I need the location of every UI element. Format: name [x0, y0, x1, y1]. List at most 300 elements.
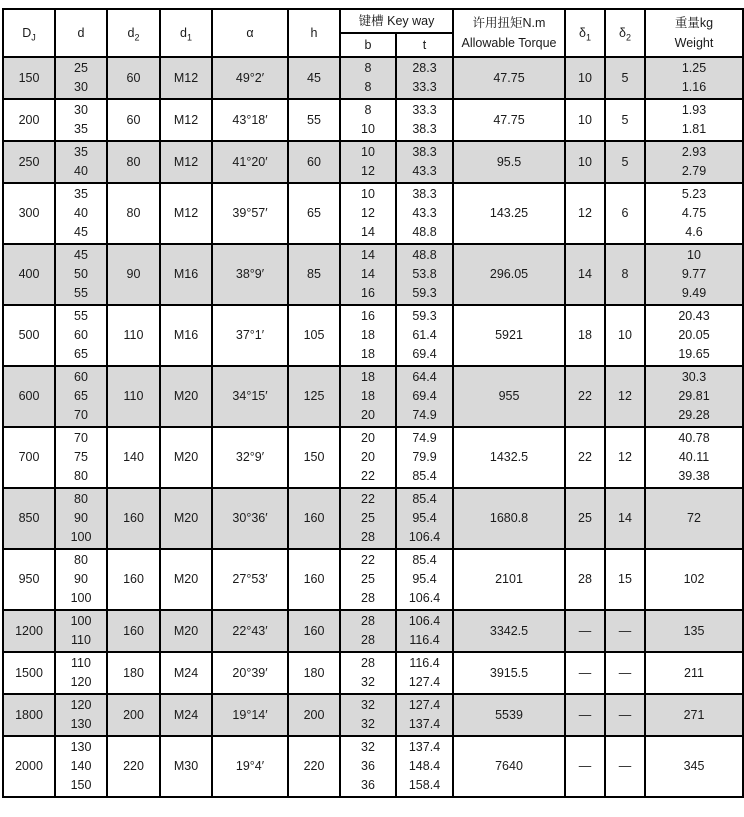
cell-line: 106.4 [408, 591, 441, 605]
cell-alpha: 30°36′ [212, 488, 288, 549]
cell-keyway-b [340, 488, 396, 549]
cell-h: 45 [288, 57, 340, 99]
cell-line: 29.28 [678, 408, 710, 422]
cell-line: 28.3 [412, 61, 437, 75]
cell-d1: M12 [160, 99, 212, 141]
cell-d [55, 305, 107, 366]
cell-line: 10 [687, 248, 701, 262]
col-header-weight-en: Weight [674, 36, 714, 50]
cell-torque: 143.25 [453, 183, 565, 244]
cell-line: 20.43 [678, 309, 710, 323]
cell-keyway-t [396, 305, 453, 366]
cell-keyway-b [340, 244, 396, 305]
cell-delta2: 5 [605, 57, 645, 99]
cell-line: 43.3 [412, 206, 437, 220]
cell-line: 48.8 [412, 225, 437, 239]
cell-line: 10 [361, 187, 375, 201]
col-header-keyway [340, 9, 453, 33]
cell-delta1: — [565, 736, 605, 797]
cell-weight [645, 99, 743, 141]
cell-delta2: 6 [605, 183, 645, 244]
cell-h: 85 [288, 244, 340, 305]
cell-weight [645, 488, 743, 549]
cell-delta2: 5 [605, 141, 645, 183]
cell-line: 29.81 [678, 389, 710, 403]
cell-h: 55 [288, 99, 340, 141]
cell-alpha: 49°2′ [212, 57, 288, 99]
cell-line: 35 [74, 122, 88, 136]
col-header-delta1-base: δ [579, 26, 586, 40]
cell-d1: M30 [160, 736, 212, 797]
cell-line: 271 [683, 707, 705, 722]
cell-alpha: 34°15′ [212, 366, 288, 427]
cell-line: 75 [74, 450, 88, 464]
cell-h: 160 [288, 488, 340, 549]
cell-d2: 80 [107, 141, 160, 183]
cell-torque: 95.5 [453, 141, 565, 183]
cell-line: 28 [361, 614, 375, 628]
cell-line: 38.3 [412, 122, 437, 136]
cell-line: 18 [361, 370, 375, 384]
cell-weight [645, 366, 743, 427]
col-header-delta2 [605, 9, 645, 57]
cell-line: 90 [74, 511, 88, 525]
cell-delta1: 28 [565, 549, 605, 610]
cell-dj: 1500 [3, 652, 55, 694]
cell-line: 28 [361, 656, 375, 670]
cell-line: 12 [361, 164, 375, 178]
cell-alpha: 27°53′ [212, 549, 288, 610]
cell-dj: 850 [3, 488, 55, 549]
cell-torque: 1432.5 [453, 427, 565, 488]
cell-torque: 955 [453, 366, 565, 427]
col-header-dj-sub: J [31, 32, 36, 43]
cell-line: 120 [70, 698, 92, 712]
table-row [3, 99, 743, 141]
cell-delta1: — [565, 694, 605, 736]
cell-keyway-b [340, 141, 396, 183]
col-header-keyway-zh: 键槽 [358, 14, 384, 28]
cell-line: 80 [74, 553, 88, 567]
cell-line: 28 [361, 633, 375, 647]
cell-line: 38.3 [412, 187, 437, 201]
cell-delta2: 12 [605, 427, 645, 488]
cell-line: 14 [361, 225, 375, 239]
cell-d1: M16 [160, 244, 212, 305]
cell-d [55, 366, 107, 427]
cell-d2: 160 [107, 610, 160, 652]
cell-line: 100 [70, 530, 92, 544]
cell-d2: 220 [107, 736, 160, 797]
cell-line: 80 [74, 492, 88, 506]
cell-line: 22 [361, 469, 375, 483]
cell-d2: 160 [107, 488, 160, 549]
cell-alpha: 37°1′ [212, 305, 288, 366]
cell-keyway-b [340, 736, 396, 797]
cell-d [55, 610, 107, 652]
cell-d [55, 141, 107, 183]
cell-h: 160 [288, 549, 340, 610]
cell-line: 100 [70, 591, 92, 605]
cell-h: 60 [288, 141, 340, 183]
cell-line: 16 [361, 286, 375, 300]
cell-alpha: 19°14′ [212, 694, 288, 736]
cell-torque: 47.75 [453, 99, 565, 141]
table-row [3, 736, 743, 797]
cell-keyway-t [396, 57, 453, 99]
cell-line: 20 [361, 431, 375, 445]
col-header-dj-base: D [22, 26, 32, 40]
table-row [3, 694, 743, 736]
cell-h: 150 [288, 427, 340, 488]
col-header-weight [645, 9, 743, 57]
table-row [3, 652, 743, 694]
cell-dj: 2000 [3, 736, 55, 797]
cell-line: 74.9 [412, 408, 437, 422]
cell-line: 20 [361, 408, 375, 422]
cell-line: 16 [361, 309, 375, 323]
cell-line: 25 [361, 511, 375, 525]
cell-dj: 400 [3, 244, 55, 305]
cell-alpha: 20°39′ [212, 652, 288, 694]
cell-dj: 950 [3, 549, 55, 610]
cell-weight [645, 652, 743, 694]
cell-line: 1.93 [681, 103, 707, 117]
cell-keyway-t [396, 366, 453, 427]
cell-delta1: — [565, 652, 605, 694]
cell-line: 61.4 [412, 328, 437, 342]
col-header-torque [453, 9, 565, 57]
cell-alpha: 19°4′ [212, 736, 288, 797]
cell-torque: 2101 [453, 549, 565, 610]
cell-keyway-b [340, 305, 396, 366]
cell-weight [645, 549, 743, 610]
table-row [3, 244, 743, 305]
cell-line: 127.4 [408, 675, 441, 689]
cell-line: 32 [361, 675, 375, 689]
cell-d2: 80 [107, 183, 160, 244]
table-row [3, 610, 743, 652]
cell-keyway-t [396, 610, 453, 652]
cell-d1: M12 [160, 183, 212, 244]
cell-d [55, 244, 107, 305]
col-header-weight-zh: 重量kg [674, 16, 714, 30]
cell-line: 1.81 [681, 122, 707, 136]
cell-line: 20.05 [678, 328, 710, 342]
cell-line: 59.3 [412, 286, 437, 300]
cell-d1: M20 [160, 488, 212, 549]
col-header-delta1 [565, 9, 605, 57]
col-header-delta2-sub: 2 [625, 32, 631, 43]
cell-d [55, 427, 107, 488]
cell-d2: 180 [107, 652, 160, 694]
cell-line: 18 [361, 389, 375, 403]
cell-keyway-b [340, 366, 396, 427]
col-header-dj [3, 9, 55, 57]
cell-d2: 160 [107, 549, 160, 610]
cell-dj: 300 [3, 183, 55, 244]
cell-line: 65 [74, 347, 88, 361]
cell-delta2: 5 [605, 99, 645, 141]
cell-torque: 7640 [453, 736, 565, 797]
cell-line: 85.4 [412, 553, 437, 567]
cell-delta2: 12 [605, 366, 645, 427]
cell-line: 25 [361, 572, 375, 586]
table-body [3, 57, 743, 797]
cell-line: 211 [684, 665, 704, 680]
cell-line: 95.4 [412, 572, 437, 586]
cell-line: 70 [74, 408, 88, 422]
cell-line: 22 [361, 492, 375, 506]
cell-d1: M20 [160, 427, 212, 488]
cell-d [55, 99, 107, 141]
cell-line: 33.3 [412, 103, 437, 117]
table-row [3, 141, 743, 183]
col-header-torque-zh: 许用扭矩N.m [472, 16, 546, 30]
cell-line: 30 [74, 103, 88, 117]
cell-keyway-t [396, 183, 453, 244]
cell-line: 55 [74, 286, 88, 300]
cell-line: 106.4 [408, 614, 441, 628]
cell-line: 32 [361, 740, 375, 754]
cell-line: 90 [74, 572, 88, 586]
cell-h: 125 [288, 366, 340, 427]
cell-torque: 47.75 [453, 57, 565, 99]
cell-keyway-t [396, 652, 453, 694]
cell-line: 8 [364, 103, 372, 117]
cell-line: 19.65 [678, 347, 710, 361]
cell-line: 28 [361, 591, 375, 605]
cell-line: 50 [74, 267, 88, 281]
cell-line: 148.4 [408, 759, 441, 773]
cell-d1: M16 [160, 305, 212, 366]
cell-d [55, 549, 107, 610]
cell-h: 105 [288, 305, 340, 366]
col-header-alpha [212, 9, 288, 57]
cell-line: 150 [70, 778, 92, 792]
cell-line: 14 [361, 267, 375, 281]
cell-weight [645, 427, 743, 488]
col-header-d2 [107, 9, 160, 57]
cell-delta2: — [605, 694, 645, 736]
cell-keyway-t [396, 488, 453, 549]
cell-keyway-b [340, 694, 396, 736]
cell-h: 220 [288, 736, 340, 797]
table-row [3, 57, 743, 99]
cell-line: 30.3 [681, 370, 707, 384]
cell-line: 45 [74, 248, 88, 262]
cell-dj: 200 [3, 99, 55, 141]
cell-d1: M12 [160, 57, 212, 99]
cell-weight [645, 183, 743, 244]
cell-h: 160 [288, 610, 340, 652]
cell-keyway-t [396, 244, 453, 305]
cell-d [55, 57, 107, 99]
cell-d2: 90 [107, 244, 160, 305]
cell-d2: 60 [107, 99, 160, 141]
col-header-delta2-base: δ [619, 26, 626, 40]
cell-d [55, 183, 107, 244]
cell-line: 60 [74, 370, 88, 384]
col-header-d-base: d [77, 26, 85, 40]
cell-line: 39.38 [678, 469, 710, 483]
cell-line: 48.8 [412, 248, 437, 262]
cell-line: 127.4 [408, 698, 441, 712]
cell-torque: 1680.8 [453, 488, 565, 549]
cell-keyway-b [340, 99, 396, 141]
cell-alpha: 39°57′ [212, 183, 288, 244]
cell-delta1: 22 [565, 427, 605, 488]
table-row [3, 183, 743, 244]
cell-line: 100 [70, 614, 92, 628]
cell-delta1: 25 [565, 488, 605, 549]
cell-keyway-b [340, 549, 396, 610]
cell-line: 70 [74, 431, 88, 445]
cell-line: 116.4 [409, 656, 440, 670]
cell-d1: M20 [160, 549, 212, 610]
cell-delta1: 10 [565, 141, 605, 183]
cell-line: 40.11 [678, 450, 710, 464]
col-header-d1-sub: 1 [186, 32, 192, 43]
cell-line: 28 [361, 530, 375, 544]
cell-line: 9.49 [681, 286, 707, 300]
cell-line: 12 [361, 206, 375, 220]
col-header-keyway-t: t [396, 33, 453, 57]
cell-d2: 140 [107, 427, 160, 488]
cell-line: 85.4 [412, 469, 437, 483]
cell-line: 64.4 [412, 370, 437, 384]
cell-delta2: 14 [605, 488, 645, 549]
cell-line: 110 [71, 656, 91, 670]
cell-line: 4.75 [681, 206, 707, 220]
cell-line: 32 [361, 717, 375, 731]
cell-keyway-b [340, 183, 396, 244]
cell-d1: M20 [160, 610, 212, 652]
cell-line: 1.25 [681, 61, 707, 75]
cell-line: 140 [70, 759, 92, 773]
table-row [3, 366, 743, 427]
cell-torque: 5921 [453, 305, 565, 366]
cell-alpha: 41°20′ [212, 141, 288, 183]
cell-delta1: 18 [565, 305, 605, 366]
cell-keyway-b [340, 427, 396, 488]
cell-d2: 110 [107, 305, 160, 366]
cell-keyway-t [396, 427, 453, 488]
cell-dj: 250 [3, 141, 55, 183]
spec-table [2, 8, 744, 798]
cell-dj: 700 [3, 427, 55, 488]
cell-line: 9.77 [681, 267, 707, 281]
cell-line: 135 [683, 623, 705, 638]
cell-line: 158.4 [408, 778, 441, 792]
table-row [3, 488, 743, 549]
cell-line: 130 [70, 717, 92, 731]
cell-h: 200 [288, 694, 340, 736]
col-header-keyway-b: b [340, 33, 396, 57]
cell-torque: 296.05 [453, 244, 565, 305]
cell-line: 20 [361, 450, 375, 464]
cell-line: 8 [364, 80, 372, 94]
cell-delta1: 22 [565, 366, 605, 427]
cell-line: 25 [74, 61, 88, 75]
cell-alpha: 38°9′ [212, 244, 288, 305]
cell-line: 102 [683, 572, 705, 586]
cell-line: 18 [361, 328, 375, 342]
cell-keyway-b [340, 610, 396, 652]
cell-line: 35 [74, 145, 88, 159]
cell-line: 80 [74, 469, 88, 483]
cell-line: 35 [74, 187, 88, 201]
col-header-d1 [160, 9, 212, 57]
col-header-h-base: h [310, 26, 318, 40]
cell-line: 106.4 [408, 530, 441, 544]
cell-line: 14 [361, 248, 375, 262]
col-header-keyway-en: Key way [387, 14, 435, 28]
cell-keyway-t [396, 99, 453, 141]
cell-delta1: 10 [565, 99, 605, 141]
cell-d2: 110 [107, 366, 160, 427]
cell-line: 43.3 [412, 164, 437, 178]
cell-weight [645, 694, 743, 736]
col-header-h [288, 9, 340, 57]
cell-line: 30 [74, 80, 88, 94]
cell-alpha: 32°9′ [212, 427, 288, 488]
cell-d [55, 694, 107, 736]
cell-h: 65 [288, 183, 340, 244]
cell-line: 36 [361, 759, 375, 773]
cell-d1: M24 [160, 694, 212, 736]
cell-line: 69.4 [412, 389, 437, 403]
cell-line: 8 [364, 61, 372, 75]
cell-line: 72 [687, 511, 701, 525]
cell-d2: 200 [107, 694, 160, 736]
cell-line: 32 [361, 698, 375, 712]
cell-line: 95.4 [412, 511, 437, 525]
cell-line: 345 [683, 759, 705, 773]
cell-keyway-t [396, 549, 453, 610]
cell-torque: 3342.5 [453, 610, 565, 652]
cell-weight [645, 244, 743, 305]
cell-line: 18 [361, 347, 375, 361]
cell-weight [645, 141, 743, 183]
cell-delta1: — [565, 610, 605, 652]
cell-line: 5.23 [681, 187, 707, 201]
cell-keyway-t [396, 141, 453, 183]
cell-keyway-b [340, 57, 396, 99]
cell-line: 79.9 [412, 450, 437, 464]
cell-line: 120 [70, 675, 92, 689]
col-header-d2-sub: 2 [134, 32, 140, 43]
cell-torque: 5539 [453, 694, 565, 736]
cell-d [55, 736, 107, 797]
cell-line: 74.9 [412, 431, 437, 445]
table-row [3, 549, 743, 610]
cell-dj: 500 [3, 305, 55, 366]
cell-line: 137.4 [408, 717, 441, 731]
table-row [3, 305, 743, 366]
cell-dj: 1800 [3, 694, 55, 736]
cell-weight [645, 57, 743, 99]
cell-line: 4.6 [685, 225, 703, 239]
col-header-torque-en: Allowable Torque [461, 36, 557, 50]
cell-line: 116.4 [409, 633, 440, 647]
cell-weight [645, 736, 743, 797]
cell-line: 65 [74, 389, 88, 403]
cell-line: 45 [74, 225, 88, 239]
cell-line: 40 [74, 206, 88, 220]
cell-delta2: — [605, 736, 645, 797]
cell-dj: 1200 [3, 610, 55, 652]
